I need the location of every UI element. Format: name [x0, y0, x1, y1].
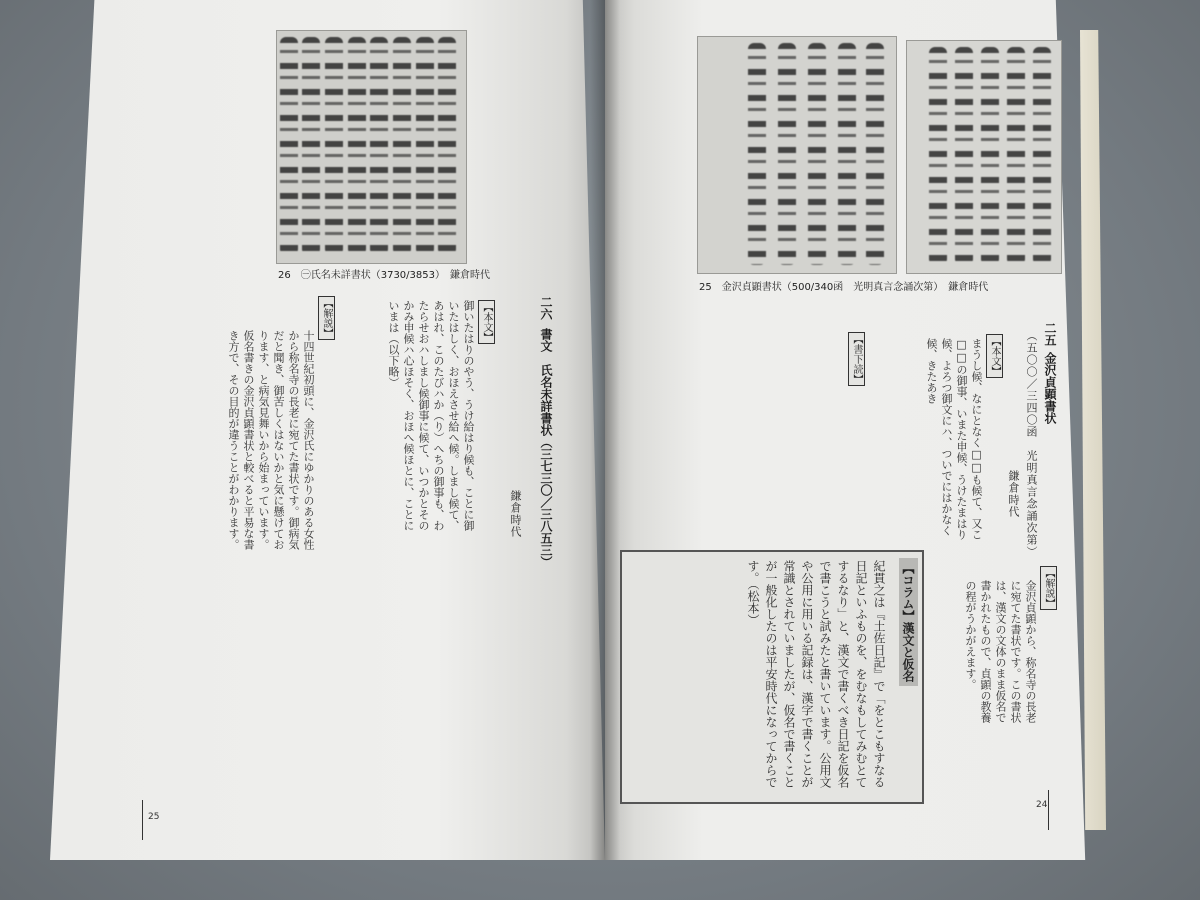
brush-stroke: [348, 37, 366, 255]
page-marker: [1048, 790, 1049, 830]
kaisetsu-label-left: 【解説】: [318, 296, 335, 340]
kaisetsu-text-left: 十四世紀初頭に、金沢氏にゆかりのある女性から称名寺の長老に宛てた書状です。御病気だと聞き、御苦しくはないかと気に懸けております、と病気見舞いから始まっています。仮名書きの金沢貞顕書状と較べると平易な書き方で、その目的が違うことがわかります。: [227, 330, 315, 550]
brush-stroke: [416, 37, 434, 255]
brush-stroke: [438, 37, 456, 255]
brush-stroke: [866, 43, 884, 265]
brush-stroke: [955, 47, 973, 265]
brush-stroke: [1033, 47, 1051, 265]
brush-stroke: [981, 47, 999, 265]
calligraphy-photo-right-b: [906, 40, 1062, 274]
section-title-left: 書文 氏名未詳書状（三七三〇／三八五三）: [539, 328, 553, 568]
brush-stroke: [370, 37, 388, 255]
kaisetsu-text-right: 金沢貞顕から、称名寺の長老に宛てた書状です。この書状は、漢文の文体のまま仮名で書かれたもので、貞顕の教養の程がうかがえます。: [964, 580, 1037, 723]
section-subtitle-right: （五〇〇／三四〇函 光明真言念誦次第）: [1025, 330, 1038, 558]
brush-stroke: [748, 43, 766, 265]
brush-stroke: [325, 37, 343, 255]
calligraphy-photo-left: [276, 30, 467, 264]
column-title: 【コラム】漢文と仮名: [899, 558, 918, 686]
honbun-label-left: 【本文】: [478, 300, 495, 344]
photo-caption-left: 26 ㊀氏名未詳書状（3730/3853） 鎌倉時代: [278, 270, 490, 281]
brush-stroke: [778, 43, 796, 265]
kaisetsu-label-right: 【解説】: [1040, 566, 1057, 610]
brush-stroke: [838, 43, 856, 265]
yomikudashi-label-right: 【書下読】: [848, 332, 865, 386]
honbun-text-left: 御いたはりのやう、うけ給はり候も、ことに御いたはしく、おほえさせ給へ候。しまし候て、あはれ、このたびハか（り）へちの御事も、わたらせおハしまし候御事に候て、いつかとそのかみ申候ハ心ほそく、おほへ候ほとに、ことにいまは（以下略）: [387, 300, 475, 531]
brush-stroke: [1007, 47, 1025, 265]
brush-stroke: [393, 37, 411, 255]
brush-stroke: [280, 37, 298, 255]
column-box: [620, 550, 924, 804]
section-title-right: 金沢貞顕書状: [1043, 352, 1057, 424]
column-text: 紀貫之は『土佐日記』で「をとこもすなる日記といふものを、をむなもしてみむとてするなり」と、漢文で書くべき日記を仮名で書こうと試みたと書いています。公用文や公用に用いる記録は、漢字で書くことが常識とされていましたが、仮名で書くことが一般化したのは平安時代になってからです。（松本）: [746, 560, 886, 788]
photo-caption-right: 25 金沢貞顕書状（500/340函 光明真言念誦次第） 鎌倉時代: [699, 282, 989, 293]
honbun-label-right: 【本文】: [986, 334, 1003, 378]
section-era-right: 鎌倉時代: [1007, 470, 1020, 518]
brush-stroke: [808, 43, 826, 265]
section-era-left: 鎌倉時代: [509, 490, 522, 538]
page-number-right: 24: [1036, 800, 1048, 810]
section-number-right: 二五: [1043, 322, 1057, 346]
calligraphy-photo-right-a: [697, 36, 897, 274]
section-number-left: 二六: [539, 296, 553, 320]
book-gutter: [590, 0, 620, 860]
page-marker: [142, 800, 143, 840]
brush-stroke: [929, 47, 947, 265]
page-number-left: 25: [148, 812, 160, 822]
brush-stroke: [302, 37, 320, 255]
honbun-text-right: まうし候、なにとなく□□も候て、又こ□□の御事、いまた申候、うけたまはり候、よろつ御文にハ、ついでにはかなく候、きたあき: [925, 338, 983, 540]
